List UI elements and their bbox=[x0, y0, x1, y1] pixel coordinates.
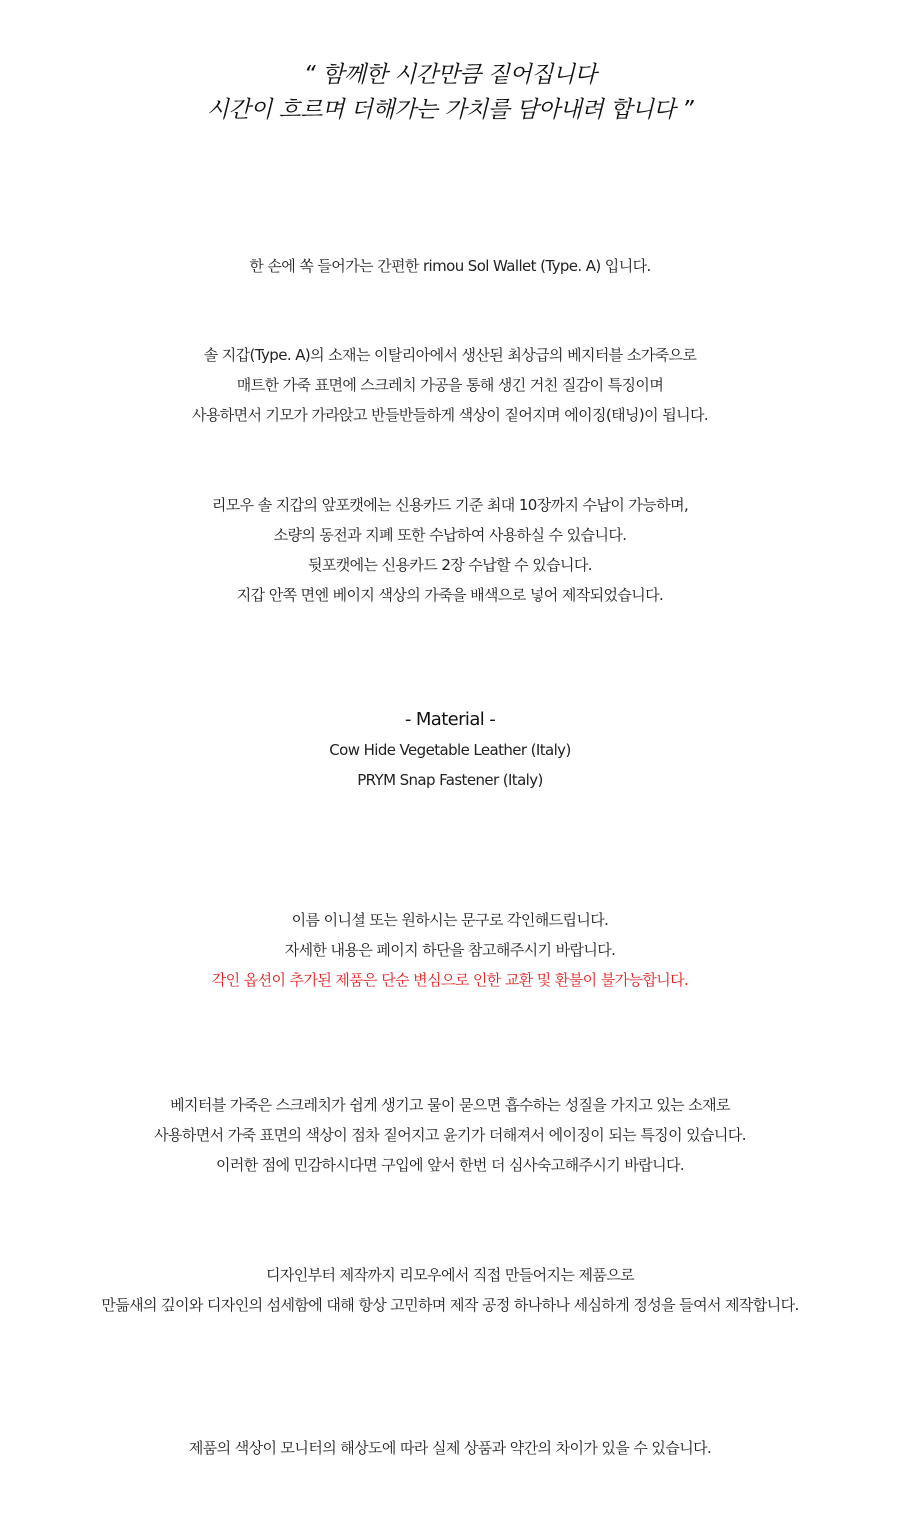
engraving-line-2: 자세한 내용은 페이지 하단을 참고해주시기 바랍니다. bbox=[284, 941, 616, 959]
quote-heading bbox=[0, 58, 900, 128]
quote-line-1: “ 함께한 시간만큼 짙어집니다 bbox=[303, 62, 597, 88]
care-line-2: 사용하면서 가죽 표면의 색상이 점차 짙어지고 윤기가 더해져서 에이징이 되는 특징이 있습니다. bbox=[154, 1126, 746, 1144]
quote-line-2: 시간이 흐르며 더해가는 가치를 담아내려 합니다 ” bbox=[206, 97, 694, 123]
pockets-line-1: 리모우 솔 지갑의 앞포캣에는 신용카드 기준 최대 10장까지 수납이 가능하며, bbox=[211, 496, 689, 514]
notice-line-1: 제품의 색상이 모니터의 해상도에 따라 실제 상품과 약간의 차이가 있을 수 있습니다. bbox=[188, 1439, 712, 1457]
care-line-3: 이러한 점에 민감하시다면 구입에 앞서 한번 더 심사숙고해주시기 바랍니다. bbox=[215, 1156, 685, 1174]
engraving-line-1: 이름 이니셜 또는 원하시는 문구로 각인해드립니다. bbox=[291, 911, 609, 929]
material-heading: - Material - bbox=[404, 709, 496, 730]
intro-line-1: 한 손에 쏙 들어가는 간편한 rimou Sol Wallet (Type. A) 입니다. bbox=[249, 257, 651, 275]
craft-line-1: 디자인부터 제작까지 리모우에서 직접 만들어지는 제품으로 bbox=[265, 1266, 635, 1284]
pockets-line-2: 소량의 동전과 지폐 또한 수납하여 사용하실 수 있습니다. bbox=[273, 526, 627, 544]
pockets-section bbox=[0, 490, 900, 610]
care-line-1: 베지터블 가죽은 스크레치가 쉽게 생기고 물이 묻으면 흡수하는 성질을 가지고 있는 소재로 bbox=[170, 1096, 730, 1114]
leather-line-2: 매트한 가죽 표면에 스크레치 가공을 통해 생긴 거친 질감이 특징이며 bbox=[236, 376, 664, 394]
leather-line-3: 사용하면서 기모가 가라앉고 반들반들하게 색상이 짙어지며 에이징(태닝)이 됩니다. bbox=[191, 406, 709, 424]
intro-section bbox=[0, 251, 900, 281]
pockets-line-3: 뒷포캣에는 신용카드 2장 수납할 수 있습니다. bbox=[308, 556, 592, 574]
leather-line-1: 솔 지갑(Type. A)의 소재는 이탈리아에서 생산된 최상급의 베지터블 소가죽으로 bbox=[203, 346, 697, 364]
craft-line-2: 만듦새의 깊이와 디자인의 섬세함에 대해 항상 고민하며 제작 공정 하나하나 세심하게 정성을 들여서 제작합니다. bbox=[101, 1296, 799, 1314]
care-section bbox=[0, 1090, 900, 1180]
craft-section bbox=[0, 1260, 900, 1320]
pockets-line-4: 지갑 안쪽 면엔 베이지 색상의 가죽을 배색으로 넣어 제작되었습니다. bbox=[236, 586, 664, 604]
engraving-warning: 각인 옵션이 추가된 제품은 단순 변심으로 인한 교환 및 환불이 불가능합니다. bbox=[211, 971, 689, 989]
notice-section bbox=[0, 1433, 900, 1463]
material-item-2: PRYM Snap Fastener (Italy) bbox=[357, 771, 543, 789]
engraving-section bbox=[0, 905, 900, 995]
leather-section bbox=[0, 340, 900, 430]
material-section bbox=[0, 705, 900, 795]
material-item-1: Cow Hide Vegetable Leather (Italy) bbox=[329, 741, 571, 759]
